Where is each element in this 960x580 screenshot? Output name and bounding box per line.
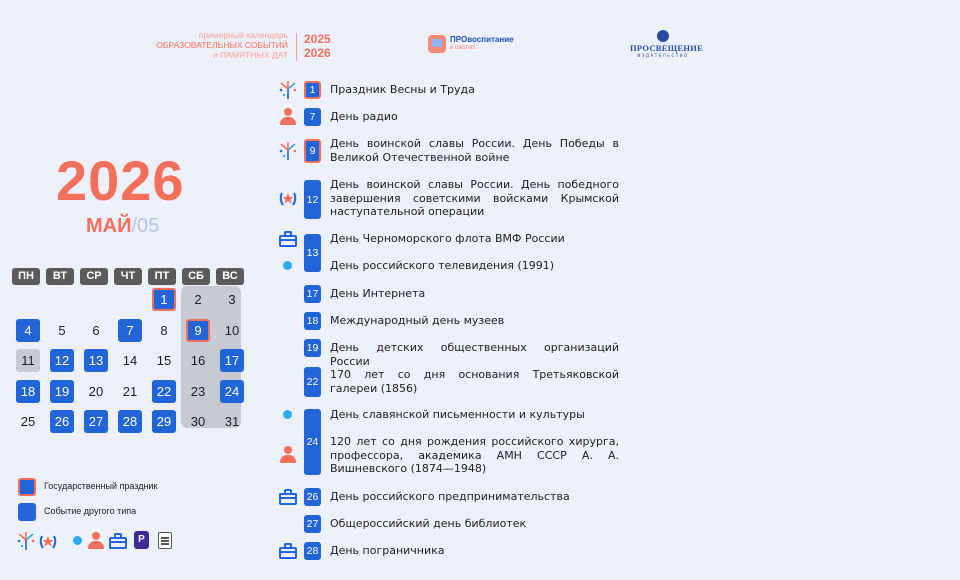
weekday-2: ВТ: [46, 268, 74, 285]
fireworks-icon: [278, 141, 298, 161]
day-cell-18: 18: [16, 380, 40, 403]
prosveshchenie-logo-icon: [657, 30, 669, 42]
event-text: День радио: [330, 110, 398, 123]
header-divider: [296, 33, 297, 61]
event-day-badge: 24: [304, 409, 321, 475]
weekday-5: ПТ: [148, 268, 176, 285]
year-end: 2026: [304, 46, 331, 60]
event-day-badge: 7: [304, 108, 321, 126]
dot-icon: [68, 531, 88, 551]
prosveshchenie-logo: [630, 30, 704, 58]
day-cell-31: 31: [224, 414, 240, 429]
event-day-badge: 22: [304, 367, 321, 397]
calendar-month: [86, 215, 159, 238]
day-cell-11: 11: [16, 349, 40, 372]
day-cell-10: 10: [224, 322, 240, 338]
event-day-badge: 18: [304, 312, 321, 330]
calendar-heading: [140, 30, 288, 60]
day-cell-2: 2: [194, 292, 202, 307]
provospitanie-logo: [428, 35, 514, 53]
weekday-4: ЧТ: [114, 268, 142, 285]
day-cell-7: 7: [118, 319, 142, 342]
prosveshchenie-logo-subtext: ИЗДАТЕЛЬСТВО: [637, 53, 689, 58]
weekday-3: СР: [80, 268, 108, 285]
day-cell-4: 4: [16, 319, 40, 342]
day-cell-17: 17: [220, 349, 244, 372]
day-cell-20: 20: [88, 383, 104, 399]
month-number: /05: [131, 215, 160, 237]
legend-event-swatch: [18, 503, 36, 521]
day-cell-9: 9: [186, 319, 210, 342]
day-cell-25: 25: [20, 414, 36, 429]
person-icon: [278, 445, 298, 465]
event-text: Международный день музеев: [330, 314, 505, 327]
weekday-7: ВС: [216, 268, 244, 285]
year-start: 2025: [304, 32, 331, 46]
event-text: Праздник Весны и Труда: [330, 83, 475, 96]
event-text: Общероссийский день библиотек: [330, 517, 527, 530]
event-text: День славянской письменности и культуры: [330, 408, 585, 421]
heading-line-3: и ПАМЯТНЫХ ДАТ: [213, 50, 288, 60]
day-cell-14: 14: [122, 353, 138, 368]
wreath-icon: [38, 531, 58, 551]
event-text: День воинской славы России. День победного завершения советскими войсками Крымской наступательной операции: [330, 178, 619, 218]
briefcase-icon: [278, 487, 298, 507]
event-text: 170 лет со дня основания Третьяковской галереи (1856): [330, 368, 619, 395]
legend-holiday-swatch: [18, 478, 36, 496]
event-day-badge: 9: [304, 139, 321, 163]
day-cell-15: 15: [156, 353, 172, 368]
event-text: День воинской славы России. День Победы в Великой Отечественной войне: [330, 137, 619, 164]
person-icon: [86, 531, 106, 551]
day-cell-21: 21: [122, 383, 138, 399]
briefcase-icon: [278, 541, 298, 561]
event-day-badge: 13: [304, 234, 321, 272]
event-day-badge: 28: [304, 542, 321, 560]
dot-icon: [278, 405, 298, 425]
ruble-icon: Р: [134, 531, 149, 549]
provospitanie-logo-icon: [428, 35, 446, 53]
day-cell-24: 24: [220, 380, 244, 403]
event-day-badge: 17: [304, 285, 321, 303]
provospitanie-logo-subtext: в школах: [450, 45, 476, 51]
day-cell-1: 1: [152, 288, 176, 311]
event-text: День пограничника: [330, 544, 445, 557]
fireworks-icon: [16, 531, 36, 551]
event-day-badge: 12: [304, 180, 321, 219]
event-text: День российского предпринимательства: [330, 490, 570, 503]
event-day-badge: 1: [304, 81, 321, 99]
briefcase-icon: [278, 229, 298, 249]
day-cell-19: 19: [50, 380, 74, 403]
day-cell-13: 13: [84, 349, 108, 372]
day-cell-27: 27: [84, 410, 108, 433]
day-cell-29: 29: [152, 410, 176, 433]
person-icon: [278, 107, 298, 127]
day-cell-8: 8: [160, 322, 168, 338]
event-day-badge: 26: [304, 488, 321, 506]
month-name: МАЙ: [86, 215, 132, 237]
day-cell-12: 12: [50, 349, 74, 372]
day-cell-6: 6: [92, 322, 100, 338]
legend-holiday-label: Государственный праздник: [44, 481, 158, 491]
legend-event-label: Событие другого типа: [44, 506, 137, 516]
day-cell-28: 28: [118, 410, 142, 433]
event-text: День детских общественных организаций России: [330, 341, 619, 368]
event-text: 120 лет со дня рождения российского хирурга, профессора, академика АМН СССР А. А. Вишневского (1874—1948): [330, 435, 619, 475]
event-text: День Интернета: [330, 287, 426, 300]
heading-line-2: ОБРАЗОВАТЕЛЬНЫХ СОБЫТИЙ: [156, 40, 288, 50]
event-text: День Черноморского флота ВМФ России: [330, 232, 565, 245]
document-icon: [156, 531, 176, 551]
day-cell-30: 30: [190, 414, 206, 429]
provospitanie-logo-text: ПРОвоспитание: [450, 35, 514, 44]
prosveshchenie-logo-text: ПРОСВЕЩЕНИЕ: [630, 43, 704, 53]
wreath-icon: [278, 188, 298, 208]
day-cell-3: 3: [228, 292, 236, 307]
fireworks-icon: [278, 80, 298, 100]
academic-years: [304, 32, 331, 60]
event-day-badge: 19: [304, 339, 321, 357]
day-cell-5: 5: [58, 322, 66, 338]
weekday-6: СБ: [182, 268, 210, 285]
day-cell-23: 23: [190, 383, 206, 399]
weekday-1: ПН: [12, 268, 40, 285]
heading-line-1: примерный календарь: [198, 30, 288, 40]
calendar-year: 2026: [56, 149, 185, 212]
event-text: День российского телевидения (1991): [330, 259, 555, 272]
briefcase-icon: [108, 531, 128, 551]
day-cell-22: 22: [152, 380, 176, 403]
day-cell-16: 16: [190, 353, 206, 368]
day-cell-26: 26: [50, 410, 74, 433]
dot-icon: [278, 256, 298, 276]
event-day-badge: 27: [304, 515, 321, 533]
